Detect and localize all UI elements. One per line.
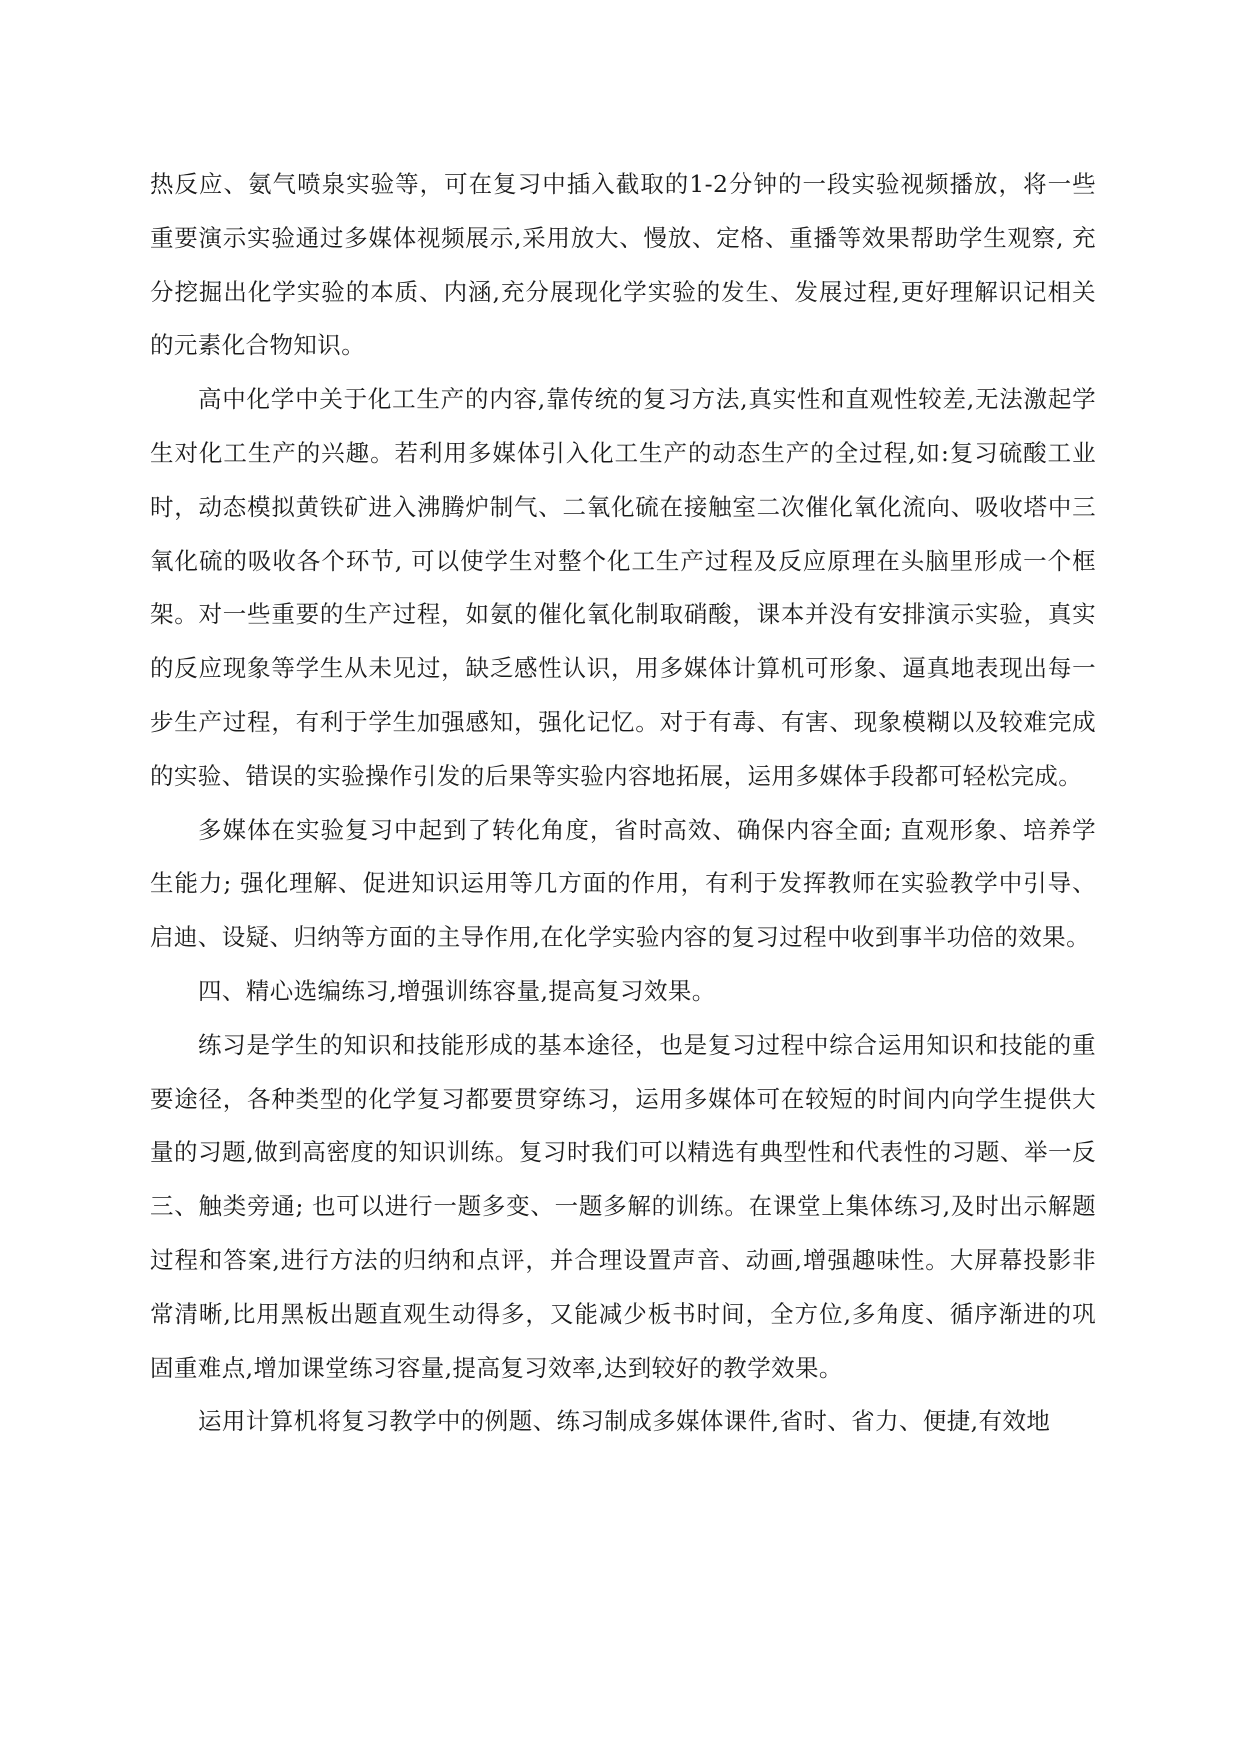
paragraph-2: 高中化学中关于化工生产的内容,靠传统的复习方法,真实性和直观性较差,无法激起学生对化工生产的兴趣。若利用多媒体引入化工生产的动态生产的全过程,如:复习硫酸工业时，动态模拟黄铁矿进入沸腾炉制气、二氧化硫在接触室二次催化氧化流向、吸收塔中三氧化硫的吸收各个环节, 可以使学生对整个化工生产过程及反应原理在头脑里形成一个框架。对一些重要的生产过程，如氨的催化氧化制取硝酸，课本并没有安排演示实验，真实的反应现象等学生从未见过，缺乏感性认识，用多媒体计算机可形象、逼真地表现出每一步生产过程，有利于学生加强感知，强化记忆。对于有毒、有害、现象模糊以及较难完成的实验、错误的实验操作引发的后果等实验内容地拓展，运用多媒体手段都可轻松完成。 (150, 385, 1096, 790)
document-body (150, 158, 1096, 1449)
paragraph-3: 多媒体在实验复习中起到了转化角度，省时高效、确保内容全面; 直观形象、培养学生能力; 强化理解、促进知识运用等几方面的作用，有利于发挥教师在实验教学中引导、启迪、设疑、归纳等方面的主导作用,在化学实验内容的复习过程中收到事半功倍的效果。 (150, 815, 1096, 952)
section-heading-4: 四、精心选编练习,增强训练容量,提高复习效果。 (198, 976, 716, 1005)
paragraph-6: 运用计算机将复习教学中的例题、练习制成多媒体课件,省时、省力、便捷,有效地 (198, 1407, 1051, 1436)
paragraph-5: 练习是学生的知识和技能形成的基本途径，也是复习过程中综合运用知识和技能的重要途径，各种类型的化学复习都要贯穿练习，运用多媒体可在较短的时间内向学生提供大量的习题,做到高密度的知识训练。复习时我们可以精选有典型性和代表性的习题、举一反三、触类旁通; 也可以进行一题多变、一题多解的训练。在课堂上集体练习,及时出示解题过程和答案,进行方法的归纳和点评，并合理设置声音、动画,增强趣味性。大屏幕投影非常清晰,比用黑板出题直观生动得多，又能减少板书时间，全方位,多角度、循序渐进的巩固重难点,增加课堂练习容量,提高复习效率,达到较好的教学效果。 (150, 1030, 1096, 1382)
paragraph-1: 热反应、氨气喷泉实验等，可在复习中插入截取的1-2分钟的一段实验视频播放，将一些重要演示实验通过多媒体视频展示,采用放大、慢放、定格、重播等效果帮助学生观察, 充分挖掘出化学实验的本质、内涵,充分展现化学实验的发生、发展过程,更好理解识记相关的元素化合物知识。 (150, 170, 1096, 360)
